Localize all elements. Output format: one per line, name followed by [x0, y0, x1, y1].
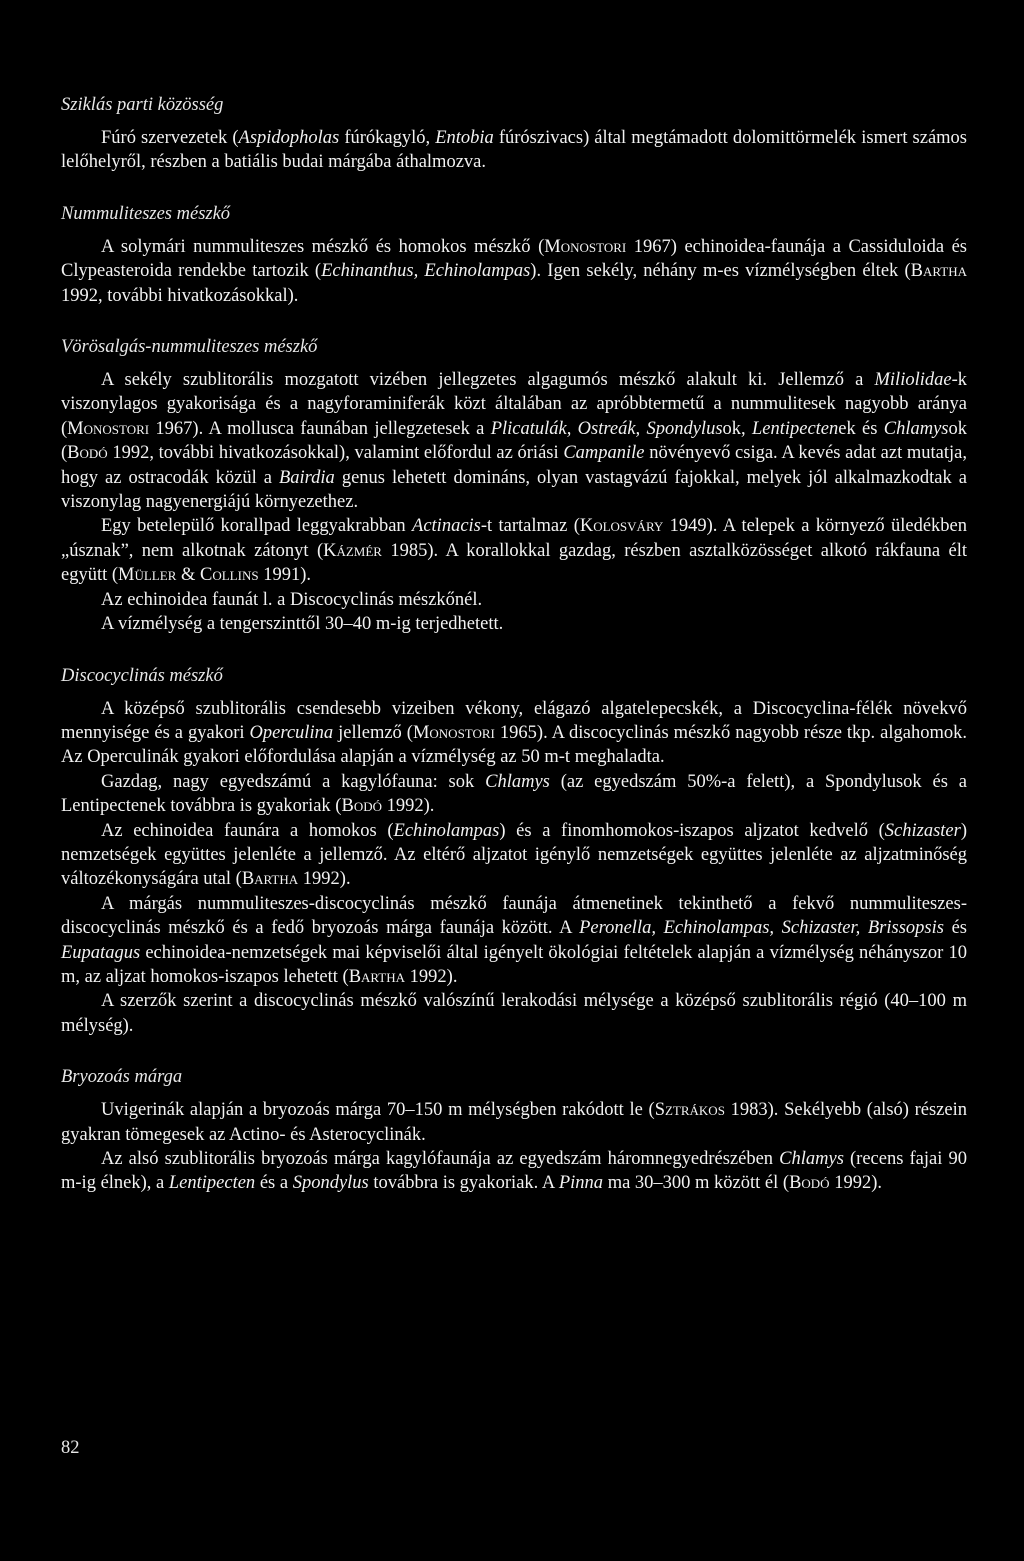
italic-term: Chlamys	[883, 418, 949, 439]
paragraph	[61, 588, 967, 612]
author-name: Monostori	[544, 236, 627, 257]
paragraph	[61, 770, 967, 819]
text-run: 1992).	[382, 796, 435, 817]
section	[61, 201, 967, 308]
text-run: A márgás nummuliteszes-discocyclinás mészkő faunája átmenetinek tekinthető a fekvő nummuliteszes-discocyclinás mészkő és a fedő bryozoás márga faunája között. A	[61, 893, 967, 939]
author-name: Kolosváry	[579, 516, 664, 537]
paragraph	[61, 235, 967, 308]
text-run: (recens fajai 90 m-ig élnek), a	[61, 1149, 967, 1194]
text-run: ) nemzetségek együttes jelenléte a jellemző. Az eltérő aljzatot igénylő nemzetségek együttes jelenléte az aljzatminőség változékonyságára utal (	[61, 820, 967, 890]
italic-term: Pinna	[558, 1173, 604, 1194]
section	[61, 334, 967, 636]
paragraph	[61, 892, 967, 990]
italic-term: Echinanthus, Echinolampas	[321, 261, 531, 282]
text-run: (az egyedszám 50%-a felett), a Spondylusok és a Lentipectenek továbbra is gyakoriak (	[61, 771, 967, 817]
text-run: 1992).	[829, 1173, 882, 1194]
text-run: 1983). Sekélyebb (alsó) részein gyakran tömegesek az Actino- és Asterocyclinák.	[61, 1100, 967, 1145]
italic-term: Spondylus	[292, 1173, 369, 1194]
text-run: és	[943, 918, 967, 939]
italic-term: Echinolampas	[393, 820, 500, 841]
italic-term: Chlamys	[779, 1149, 844, 1169]
italic-term: Campanile	[563, 443, 645, 464]
author-name: Sztrákos	[654, 1100, 725, 1121]
text-run: A solymári nummuliteszes mészkő és homokos mészkő (	[101, 236, 545, 257]
italic-term: Chlamys	[485, 771, 550, 792]
section-title: Nummuliteszes mészkő	[61, 203, 231, 224]
text-run: 1985). A korallokkal gazdag, részben asztalközösséget alkotó rákfauna élt együtt (	[61, 540, 967, 586]
text-run: Az echinoidea faunára a homokos (	[101, 820, 394, 841]
text-run: A vízmélység a tengerszinttől 30–40 m-ig terjedhetett.	[101, 614, 504, 635]
text-run: Uvigerinák alapján a bryozoás márga 70–150 m mélységben rakódott le (	[101, 1100, 655, 1121]
text-run: ek és	[838, 418, 884, 439]
author-name: Müller & Collins	[118, 565, 259, 586]
text-run: jellemző (	[333, 722, 413, 743]
author-name: Bartha	[910, 261, 968, 282]
text-run: Az echinoidea faunát l. a Discocyclinás mészkőnél.	[101, 589, 483, 610]
paragraph	[61, 697, 967, 770]
italic-term: Peronella, Echinolampas, Schizaster, Brissopsis	[579, 918, 944, 939]
italic-term: Eupatagus	[61, 942, 141, 963]
italic-term: Bairdia	[278, 467, 335, 488]
paragraph	[61, 126, 967, 175]
italic-term: Lentipecten	[168, 1173, 256, 1194]
italic-term: Aspidopholas	[238, 128, 340, 148]
text-run: Az alsó szublitorális bryozoás márga kagylófaunája az egyedszám háromnegyedrészében	[101, 1149, 780, 1169]
section	[61, 92, 967, 175]
section-title: Bryozoás márga	[61, 1067, 183, 1088]
section-spacer	[61, 1038, 967, 1064]
section	[61, 1064, 967, 1196]
text-run: fúrószivacs) által megtámadott dolomittörmelék ismert számos lelőhelyről, részben a batiális budai márgába áthalmozva.	[61, 128, 967, 173]
text-run: -k viszonylagos gyakorisága és a nagyforaminiferák közt általában az apróbbtermetű a nummulitesek nagyobb aránya (	[61, 370, 967, 439]
paragraph	[61, 1147, 967, 1196]
text-run: -t tartalmaz (	[480, 516, 580, 537]
text-run: genus lehetett domináns, olyan vastagvázú fajokkal, melyek jól alkalmazkodtak a viszonylag nagyenergiájú környezethez.	[61, 467, 967, 513]
paragraph	[61, 1098, 967, 1147]
text-run: 1992, további hivatkozásokkal).	[61, 285, 299, 306]
section-spacer	[61, 175, 967, 201]
italic-term: Lentipecten	[751, 418, 839, 439]
text-run: 1992, további hivatkozásokkal), valamint előfordul az óriási	[107, 443, 564, 464]
author-name: Monostori	[67, 418, 150, 439]
text-run: 1992).	[405, 966, 458, 987]
text-run: ) és a finomhomokos-iszapos aljzatot kedvelő (	[499, 820, 885, 841]
text-run: ). Igen sekély, néhány m-es vízmélységben éltek (	[530, 261, 911, 282]
italic-term: Miliolidae	[874, 370, 952, 391]
text-run: 1949). A telepek a környező üledékben „úsznak”, nem alkotnak zátonyt (	[61, 516, 967, 561]
section-title: Vörösalgás-nummuliteszes mészkő	[61, 337, 318, 358]
author-name: Kázmér	[323, 540, 382, 561]
author-name: Monostori	[412, 722, 495, 743]
paragraph	[61, 819, 967, 892]
author-name: Bodó	[67, 443, 108, 464]
text-run: 1992).	[298, 869, 351, 890]
text-run: ok (	[61, 418, 967, 464]
paragraph	[61, 612, 967, 636]
italic-term: Plicatulák, Ostreák, Spondylus	[490, 418, 723, 439]
text-run: ma 30–300 m között él (	[603, 1173, 790, 1194]
author-name: Bartha	[241, 869, 299, 890]
text-run: Fúró szervezetek (	[101, 128, 239, 148]
text-run: 1967). A mollusca faunában jellegzetesek a	[149, 418, 491, 439]
author-name: Bartha	[348, 966, 406, 987]
section-spacer	[61, 308, 967, 334]
paragraph	[61, 368, 967, 514]
section-title: Discocyclinás mészkő	[61, 665, 223, 686]
italic-term: Entobia	[435, 128, 494, 148]
section-title: Sziklás parti közösség	[61, 95, 224, 115]
text-run: echinoidea-nemzetségek mai képviselői által igényelt ökológiai feltételek alapján a vízmélység néhányszor 10 m, az aljzat homokos-iszapos lehetett (	[61, 942, 967, 987]
text-run: 1965). A discocyclinás mészkő nagyobb része tkp. algahomok. Az Operculinák gyakori előfordulása alapján a vízmélység az 50 m-t meghaladta.	[61, 722, 968, 768]
italic-term: Actinacis	[412, 516, 481, 537]
text-run: fúrókagyló,	[339, 128, 436, 148]
text-run: és a	[255, 1173, 293, 1194]
text-run: növényevő csiga. A kevés adat azt mutatja, hogy az ostracodák közül a	[61, 443, 968, 488]
text-run: A szerzők szerint a discocyclinás mészkő valószínű lerakodási mélysége a középső szublitorális régió (40–100 m mélység).	[61, 991, 967, 1036]
author-name: Bodó	[789, 1173, 830, 1194]
text-run: Egy betelepülő korallpad leggyakrabban	[101, 516, 413, 537]
page-number: 82	[61, 1438, 80, 1458]
page-body	[61, 92, 967, 1196]
text-run: 1991).	[258, 565, 311, 586]
text-run: A sekély szublitorális mozgatott vizében jellegzetes algagumós mészkő alakult ki. Jellemző a	[101, 370, 875, 391]
text-run: Gazdag, nagy egyedszámú a kagylófauna: sok	[101, 771, 486, 792]
text-run: A középső szublitorális csendesebb vizeiben vékony, elágazó algatelepecskék, a Discocyclina-félék növekvő mennyisége és a gyakori	[61, 698, 967, 743]
paragraph	[61, 514, 967, 587]
section	[61, 663, 967, 1039]
text-run: ok,	[722, 418, 752, 439]
italic-term: Operculina	[249, 722, 334, 743]
author-name: Bodó	[341, 796, 382, 817]
section-spacer	[61, 637, 967, 663]
paragraph	[61, 989, 967, 1038]
italic-term: Schizaster	[884, 820, 961, 841]
text-run: 1967) echinoidea-faunája a Cassiduloida és Clypeasteroida rendekbe tartozik (	[61, 236, 967, 282]
text-run: továbbra is gyakoriak. A	[368, 1173, 559, 1194]
